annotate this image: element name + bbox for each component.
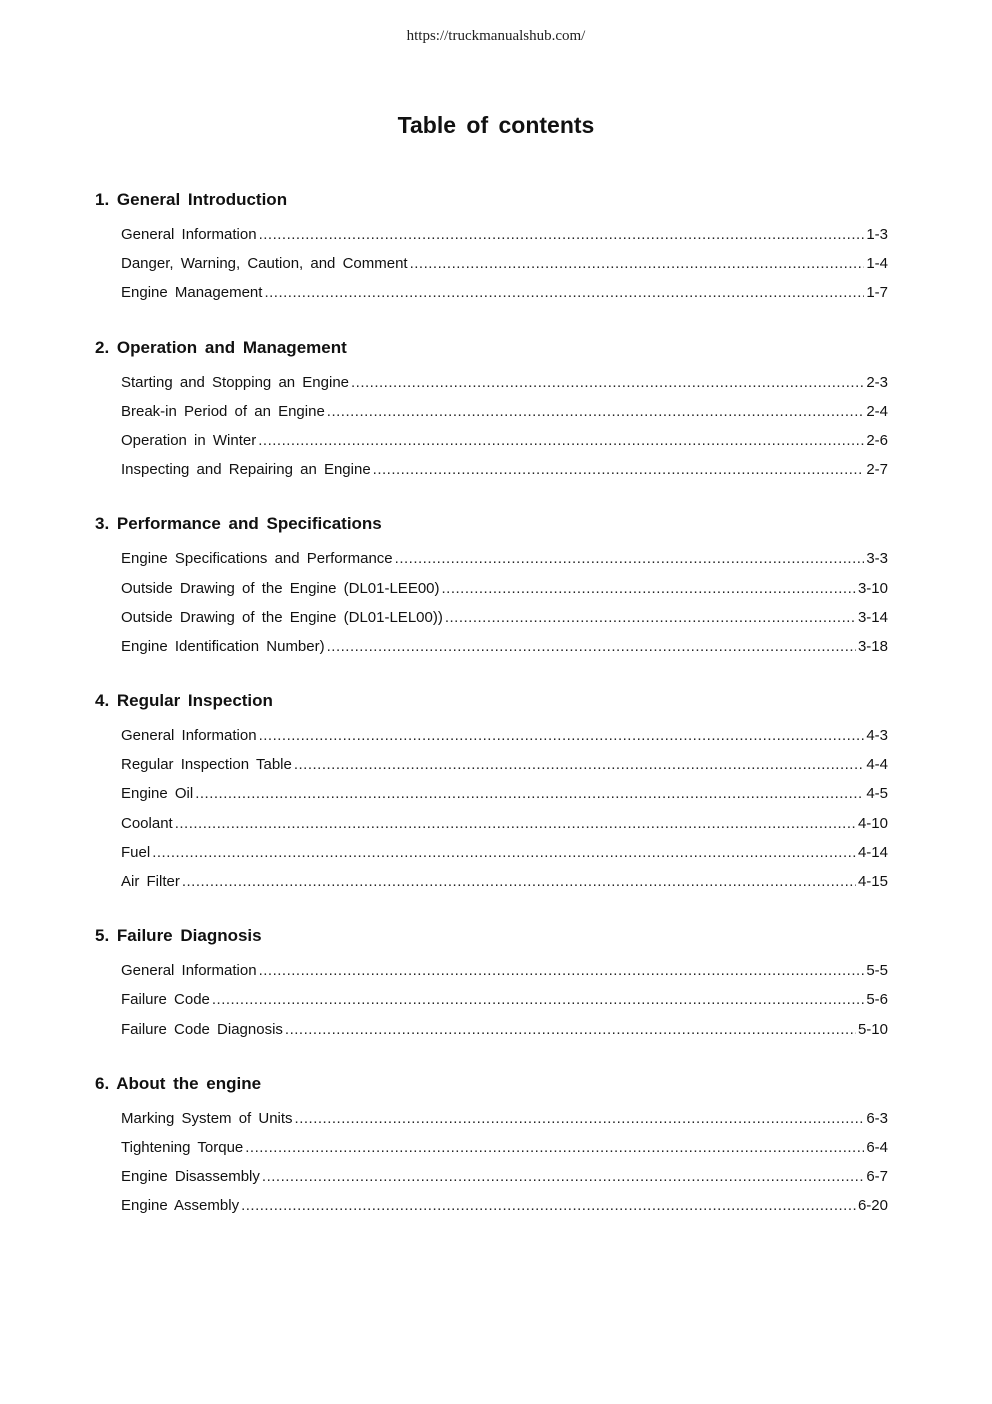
- toc-entry[interactable]: [121, 1104, 888, 1133]
- toc-entry-page: 5-10: [857, 1020, 888, 1038]
- toc-section: [95, 924, 888, 1044]
- toc-entry-page: 4-4: [866, 756, 888, 774]
- toc-entry[interactable]: [121, 867, 888, 896]
- section-heading: 1. General Introduction: [95, 190, 288, 209]
- dot-leader: [373, 455, 865, 484]
- dot-leader: [241, 1191, 856, 1220]
- toc-entry-label: General Information: [121, 226, 257, 243]
- toc-entry-label: Engine Assembly: [121, 1197, 240, 1215]
- toc-entry-page: 2-7: [866, 461, 888, 479]
- toc-entry[interactable]: [121, 1191, 888, 1220]
- dot-leader: [442, 574, 856, 603]
- toc-entry[interactable]: [121, 632, 888, 661]
- toc-entry-page: 3-10: [857, 579, 888, 597]
- dot-leader: [410, 249, 865, 278]
- toc-entry[interactable]: [121, 574, 888, 603]
- toc-entry-page: 3-3: [866, 550, 888, 568]
- toc-entry-label: Engine Specifications and Performance: [121, 550, 393, 568]
- toc-entry-label: Coolant: [121, 814, 173, 832]
- dot-leader: [264, 278, 864, 307]
- toc-section: [95, 336, 888, 485]
- toc-entry[interactable]: [121, 1162, 888, 1191]
- toc-entry[interactable]: [121, 809, 888, 838]
- section-heading: 6. About the engine: [95, 1073, 262, 1093]
- header-url: https://truckmanualshub.com/: [406, 28, 586, 44]
- toc-entry-label: Engine Oil: [121, 785, 194, 803]
- toc-section: [95, 512, 888, 661]
- toc-entry-page: 6-3: [866, 1109, 888, 1127]
- toc-entry-page: 2-3: [866, 373, 888, 391]
- toc-section: [95, 689, 888, 896]
- toc-entry[interactable]: [121, 397, 888, 426]
- toc-entry-page: 2-6: [866, 431, 888, 449]
- toc-entry-label: Regular Inspection Table: [121, 756, 292, 774]
- toc-entry-page: 2-4: [866, 402, 888, 420]
- toc-section: [95, 188, 888, 308]
- dot-leader: [351, 368, 864, 397]
- toc-entry-label: Inspecting and Repairing an Engine: [121, 461, 371, 479]
- toc-entry-label: Engine Management: [121, 284, 263, 302]
- dot-leader: [245, 1133, 864, 1162]
- toc-entry-page: 5-6: [866, 991, 888, 1009]
- toc-entry-page: 1-3: [866, 226, 888, 243]
- dot-leader: [259, 220, 865, 249]
- dot-leader: [259, 721, 865, 750]
- toc-entry-page: 4-5: [866, 785, 888, 803]
- dot-leader: [152, 838, 856, 867]
- dot-leader: [182, 867, 856, 896]
- section-heading: 5. Failure Diagnosis: [95, 926, 262, 946]
- toc-entry-page: 4-3: [866, 727, 888, 745]
- toc-entry-label: Outside Drawing of the Engine (DL01-LEE00): [121, 579, 440, 597]
- toc-entry-label: Danger, Warning, Caution, and Comment: [121, 255, 408, 273]
- dot-leader: [212, 985, 864, 1014]
- toc-entry[interactable]: [121, 1015, 888, 1044]
- toc-entry-page: 3-18: [857, 637, 888, 655]
- toc-entry-label: Marking System of Units: [121, 1109, 293, 1127]
- table-of-contents: [95, 188, 888, 1249]
- toc-entry-page: 5-5: [866, 962, 888, 980]
- dot-leader: [327, 632, 856, 661]
- toc-entry[interactable]: [121, 368, 888, 397]
- section-heading: 4. Regular Inspection: [95, 691, 273, 711]
- toc-entry-label: General Information: [121, 962, 257, 980]
- toc-entry-page: 1-7: [866, 284, 888, 302]
- dot-leader: [195, 779, 864, 808]
- toc-entry-page: 4-14: [857, 843, 888, 861]
- toc-entry-label: Outside Drawing of the Engine (DL01-LEL00)): [121, 608, 443, 626]
- toc-section: [95, 1072, 888, 1221]
- toc-entry[interactable]: [121, 721, 888, 750]
- toc-entry-label: Tightening Torque: [121, 1138, 244, 1156]
- page-title: Table of contents: [397, 112, 595, 138]
- toc-entry-label: General Information: [121, 727, 257, 745]
- dot-leader: [258, 426, 864, 455]
- toc-entry-label: Failure Code: [121, 991, 210, 1009]
- toc-entry-page: 6-4: [866, 1138, 888, 1156]
- toc-entry[interactable]: [121, 985, 888, 1014]
- toc-entry-label: Operation in Winter: [121, 431, 257, 449]
- dot-leader: [285, 1015, 856, 1044]
- toc-entry-page: 3-14: [857, 608, 888, 626]
- toc-entry-label: Failure Code Diagnosis: [121, 1020, 283, 1038]
- toc-entry[interactable]: [121, 603, 888, 632]
- section-heading: 3. Performance and Specifications: [95, 514, 382, 534]
- toc-entry[interactable]: [121, 1133, 888, 1162]
- toc-entry-label: Engine Disassembly: [121, 1168, 260, 1186]
- section-heading: 2. Operation and Management: [95, 337, 347, 357]
- toc-entry[interactable]: [121, 426, 888, 455]
- dot-leader: [175, 809, 856, 838]
- toc-entry-page: 6-20: [857, 1197, 888, 1215]
- toc-entry-label: Break-in Period of an Engine: [121, 402, 325, 420]
- toc-entry-label: Starting and Stopping an Engine: [121, 373, 349, 391]
- dot-leader: [327, 397, 865, 426]
- dot-leader: [295, 1104, 865, 1133]
- toc-entry[interactable]: [121, 779, 888, 808]
- toc-entry-label: Engine Identification Number): [121, 637, 325, 655]
- toc-entry-label: Fuel: [121, 843, 151, 861]
- toc-entry[interactable]: [121, 956, 888, 985]
- toc-entry[interactable]: [121, 544, 888, 573]
- dot-leader: [259, 956, 865, 985]
- toc-entry[interactable]: [121, 220, 888, 249]
- toc-entry-page: 1-4: [866, 255, 888, 273]
- toc-entry[interactable]: [121, 455, 888, 484]
- toc-entry[interactable]: [121, 249, 888, 278]
- dot-leader: [395, 544, 865, 573]
- toc-entry[interactable]: [121, 750, 888, 779]
- toc-entry[interactable]: [121, 838, 888, 867]
- toc-entry-label: Air Filter: [121, 873, 180, 890]
- dot-leader: [294, 750, 864, 779]
- dot-leader: [262, 1162, 864, 1191]
- toc-entry[interactable]: [121, 278, 888, 307]
- toc-entry-page: 6-7: [866, 1168, 888, 1186]
- toc-entry-page: 4-15: [857, 873, 888, 890]
- dot-leader: [445, 603, 856, 632]
- toc-entry-page: 4-10: [857, 814, 888, 832]
